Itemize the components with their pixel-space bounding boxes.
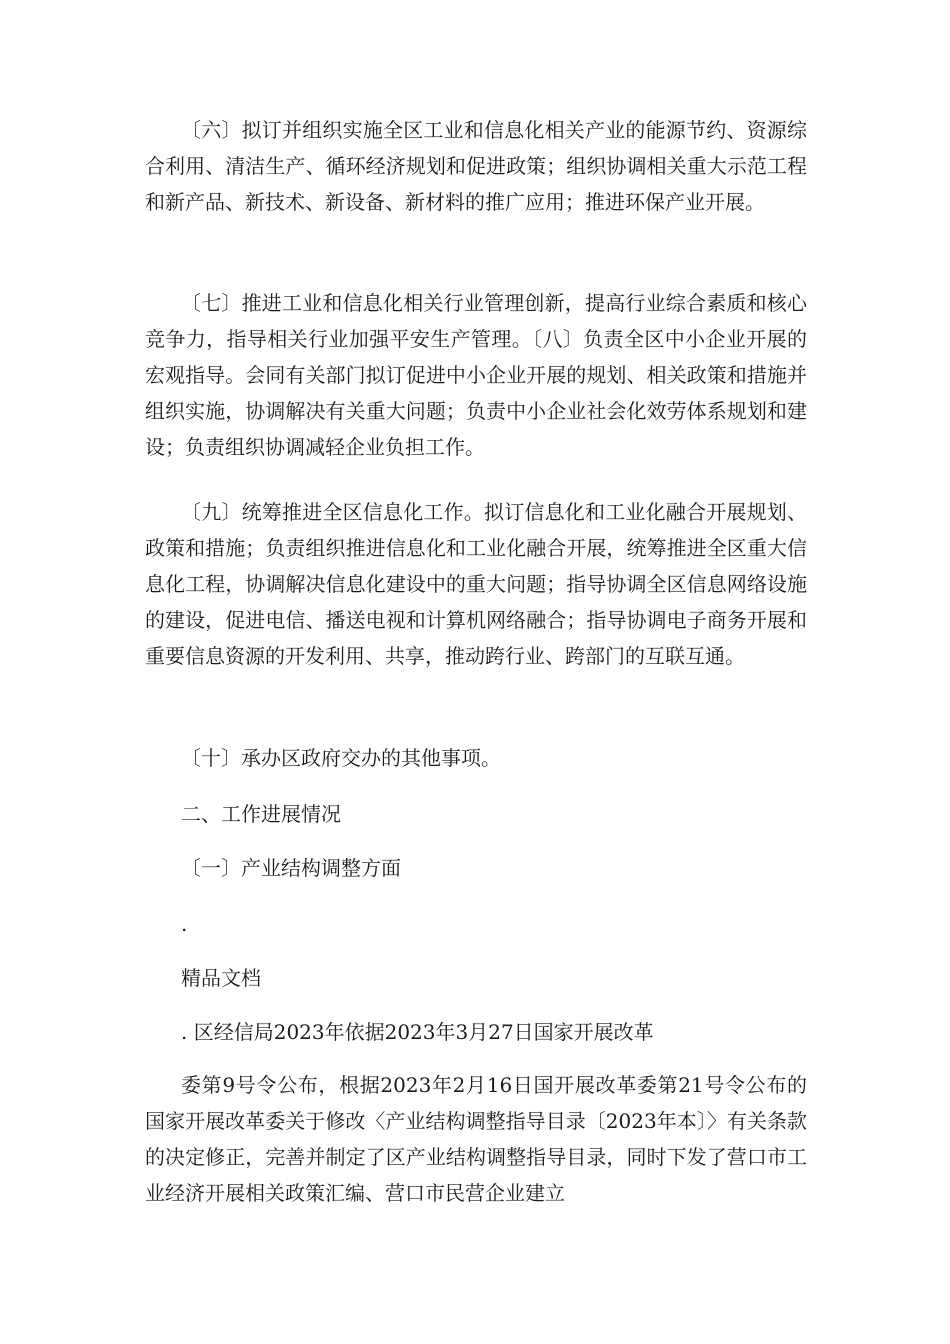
paragraph-fragment-continued: 委第9号令公布，根据2023年2月16日国开展改革委第21号令公布的国家开展改革委关于修改〈产业结构调整指导目录〔2023年本〕〉有关条款的决定修正，完善并制定了区产业结构调整指导目录，同时下发了营口市工业经济开展相关政策汇编、营口市民营企业建立 — [145, 1073, 807, 1205]
paragraph-fragment-start: . 区经信局2023年依据2023年3月27日国家开展改革 — [181, 1020, 654, 1044]
paragraph-item-7-8: 〔七〕推进工业和信息化相关行业管理创新，提高行业综合素质和核心竞争力，指导相关行业加强平安生产管理。〔八〕负责全区中小企业开展的宏观指导。会同有关部门拟订促进中小企业开展的规划、相关政策和措施并组织实施，协调解决有关重大问题；负责中小企业社会化效劳体系规划和建设；负责组织协调减轻企业负担工作。 — [145, 291, 807, 459]
subsection-heading-industrial-structure: 〔一〕产业结构调整方面 — [181, 856, 401, 880]
paragraph-item-10: 〔十〕承办区政府交办的其他事项。 — [181, 746, 501, 770]
separator-dot: . — [181, 912, 188, 936]
paragraph-item-9: 〔九〕统筹推进全区信息化工作。拟订信息化和工业化融合开展规划、政策和措施；负责组织推进信息化和工业化融合开展，统筹推进全区重大信息化工程，协调解决信息化建设中的重大问题；指导协调全区信息网络设施的建设，促进电信、播送电视和计算机网络融合；指导协调电子商务开展和重要信息资源的开发利用、共享，推动跨行业、跨部门的互联互通。 — [145, 500, 807, 668]
watermark-label: 精品文档 — [181, 966, 261, 990]
paragraph-item-6: 〔六〕拟订并组织实施全区工业和信息化相关产业的能源节约、资源综合利用、清洁生产、循环经济规划和促进政策；组织协调相关重大示范工程和新产品、新技术、新设备、新材料的推广应用；推进环保产业开展。 — [145, 118, 807, 214]
section-heading-work-progress: 二、工作进展情况 — [181, 802, 341, 826]
